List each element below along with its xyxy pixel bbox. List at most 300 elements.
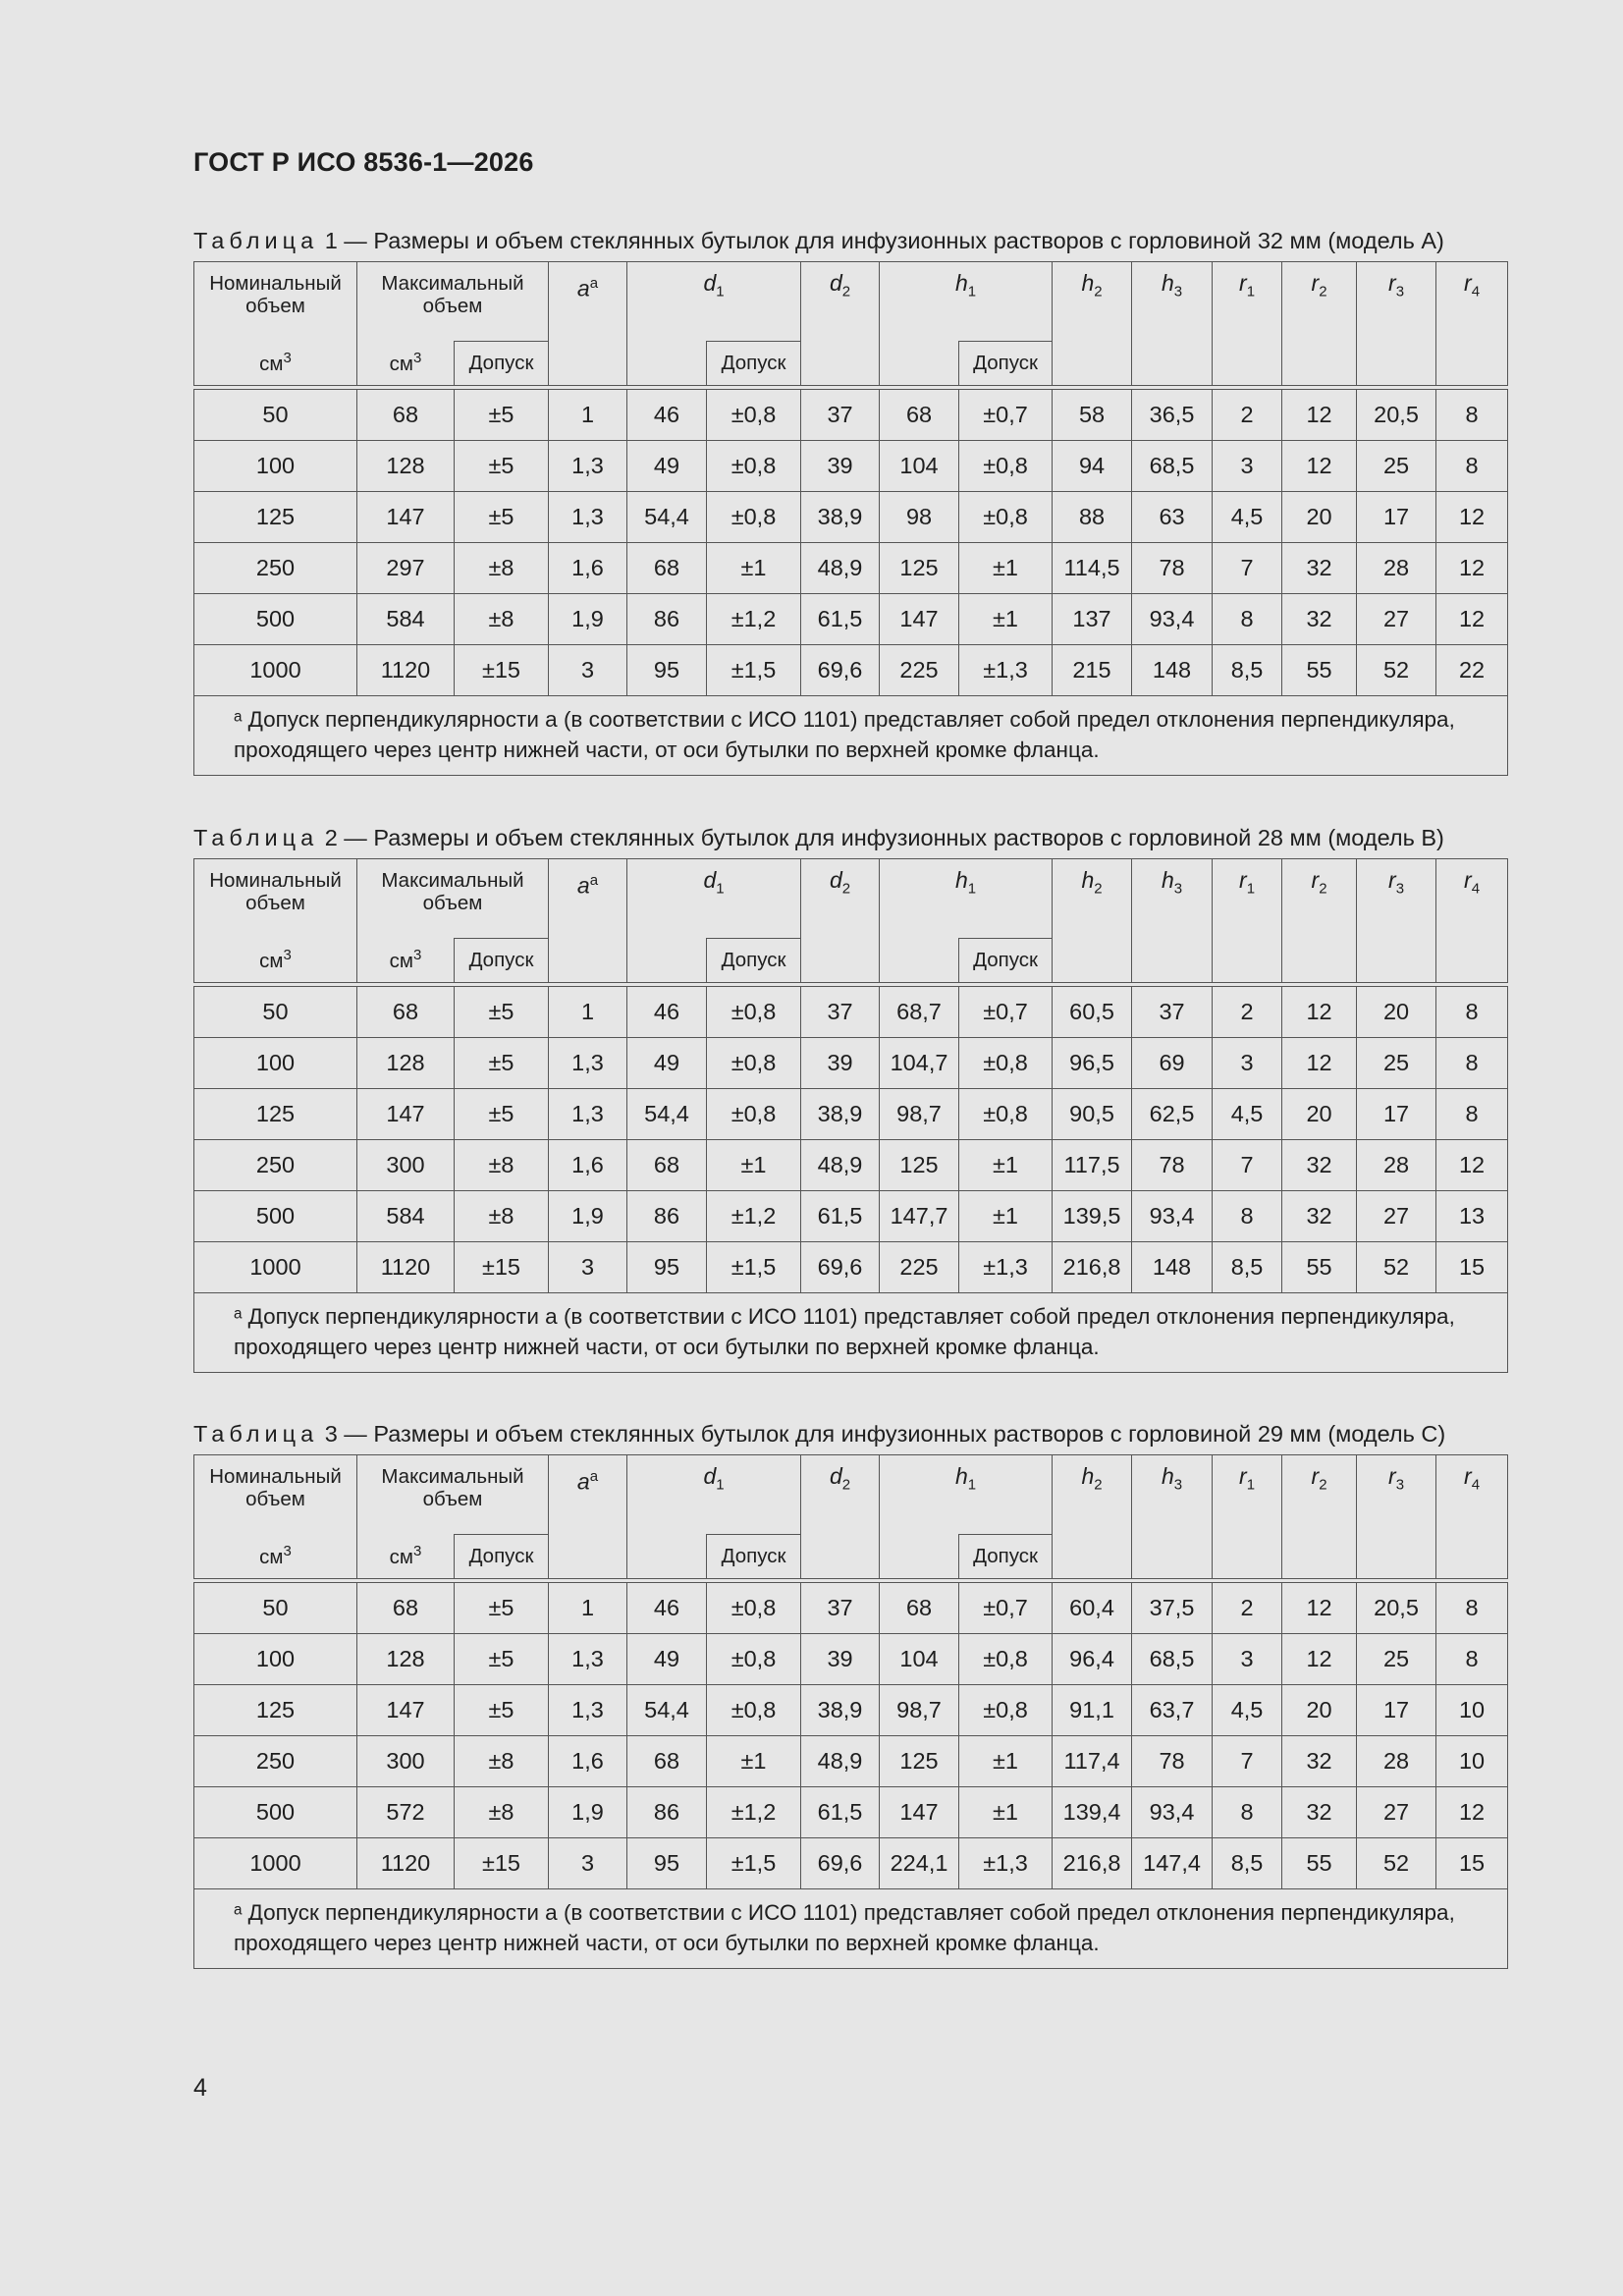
header-d2: $d_2$ — [801, 859, 880, 983]
table-cell: 147,7 — [880, 1191, 959, 1242]
table-cell: 39 — [801, 441, 880, 492]
table-cell: 15 — [1436, 1838, 1508, 1889]
table-cell: 32 — [1282, 1140, 1357, 1191]
table-cell: 7 — [1213, 1736, 1282, 1787]
table-cell: 125 — [880, 543, 959, 594]
table-cell: 215 — [1053, 645, 1132, 696]
table-cell: 20,5 — [1357, 390, 1436, 441]
table-cell: 36,5 — [1132, 390, 1213, 441]
header-r2: $r_2$ — [1282, 262, 1357, 386]
table-title: — Размеры и объем стеклянных бутылок для инфузионных растворов с горловиной 28 мм (модель В) — [337, 825, 1444, 850]
table-cell: 584 — [357, 594, 455, 645]
table-cell: 37 — [801, 1583, 880, 1634]
header-unit-maximal: $см^3$ — [357, 342, 455, 386]
table-cell: ±8 — [455, 1736, 549, 1787]
table-cell: 148 — [1132, 645, 1213, 696]
table-cell: 20 — [1282, 1685, 1357, 1736]
table-cell: 63 — [1132, 492, 1213, 543]
table-cell: 22 — [1436, 645, 1508, 696]
table-cell: 93,4 — [1132, 594, 1213, 645]
table-cell: 8 — [1213, 594, 1282, 645]
table-cell: 500 — [194, 594, 357, 645]
table-cell: 50 — [194, 1583, 357, 1634]
table-cell: 3 — [549, 645, 627, 696]
table-cell: ±8 — [455, 1787, 549, 1838]
table-block-1 — [193, 226, 1507, 776]
table-cell: 128 — [357, 1038, 455, 1089]
table-cell: ±0,8 — [707, 390, 801, 441]
table-cell: ±0,8 — [707, 441, 801, 492]
table-cell: 128 — [357, 1634, 455, 1685]
table-cell: 68,5 — [1132, 441, 1213, 492]
table-cell: 2 — [1213, 987, 1282, 1038]
table-cell: 46 — [627, 987, 707, 1038]
table-cell: 20,5 — [1357, 1583, 1436, 1634]
table-cell: ±1,2 — [707, 594, 801, 645]
table-cell: 61,5 — [801, 594, 880, 645]
table-cell: 52 — [1357, 1838, 1436, 1889]
header-d1-value — [627, 342, 707, 386]
table-number: 1 — [324, 228, 338, 253]
table-cell: 128 — [357, 441, 455, 492]
header-unit-nominal: $см^3$ — [194, 1535, 357, 1579]
header-a: $a^a$ — [549, 262, 627, 386]
table-cell: 224,1 — [880, 1838, 959, 1889]
table-cell: 17 — [1357, 1089, 1436, 1140]
table-cell: 300 — [357, 1140, 455, 1191]
header-h1: $h_1$ — [880, 859, 1053, 939]
table-cell: 27 — [1357, 1787, 1436, 1838]
header-r2: $r_2$ — [1282, 859, 1357, 983]
header-nominal-volume: Номинальный объем — [194, 262, 357, 342]
table-cell: ±5 — [455, 492, 549, 543]
table-cell: 584 — [357, 1191, 455, 1242]
table-cell: 500 — [194, 1787, 357, 1838]
table-cell: 32 — [1282, 1191, 1357, 1242]
table-cell: 38,9 — [801, 1685, 880, 1736]
table-cell: 4,5 — [1213, 1089, 1282, 1140]
table-cell: 52 — [1357, 1242, 1436, 1293]
table-cell: 37 — [801, 390, 880, 441]
table-row — [194, 1140, 1508, 1191]
table-cell: ±5 — [455, 1089, 549, 1140]
table-cell: 69,6 — [801, 1242, 880, 1293]
table-cell: 1000 — [194, 645, 357, 696]
header-tolerance-max: Допуск — [455, 939, 549, 983]
header-d1: $d_1$ — [627, 262, 801, 342]
footnote-text: ᵃ Допуск перпендикулярности a (в соответствии с ИСО 1101) представляет собой предел отклонения перпендикуляра, проходящего через центр нижней части, от оси бутылки по верхней кромке фланца. — [234, 1900, 1455, 1955]
header-h2: $h_2$ — [1053, 1455, 1132, 1579]
table-row — [194, 1089, 1508, 1140]
footnote-text: ᵃ Допуск перпендикулярности a (в соответствии с ИСО 1101) представляет собой предел отклонения перпендикуляра, проходящего через центр нижней части, от оси бутылки по верхней кромке фланца. — [234, 1304, 1455, 1359]
table-cell: 63,7 — [1132, 1685, 1213, 1736]
header-nominal-volume: Номинальный объем — [194, 859, 357, 939]
table-cell: 54,4 — [627, 492, 707, 543]
table-cell: 3 — [549, 1242, 627, 1293]
table-cell: ±15 — [455, 1838, 549, 1889]
table-cell: 50 — [194, 987, 357, 1038]
footnote-row — [194, 696, 1508, 776]
table-cell: 46 — [627, 390, 707, 441]
table-cell: 250 — [194, 1736, 357, 1787]
table-cell: 86 — [627, 594, 707, 645]
table-cell: ±5 — [455, 1634, 549, 1685]
table-cell: 55 — [1282, 1838, 1357, 1889]
table-cell: 12 — [1436, 1787, 1508, 1838]
table-cell: 3 — [1213, 441, 1282, 492]
table-label: Таблица — [193, 825, 319, 850]
table-row — [194, 1191, 1508, 1242]
header-h1: $h_1$ — [880, 1455, 1053, 1535]
table-cell: 12 — [1436, 492, 1508, 543]
table-cell: 96,4 — [1053, 1634, 1132, 1685]
table-cell: 90,5 — [1053, 1089, 1132, 1140]
table-cell: 3 — [549, 1838, 627, 1889]
table-cell: 38,9 — [801, 1089, 880, 1140]
table-cell: 100 — [194, 441, 357, 492]
table-cell: 10 — [1436, 1736, 1508, 1787]
table-cell: 7 — [1213, 1140, 1282, 1191]
table-row — [194, 492, 1508, 543]
table-cell: 68 — [357, 1583, 455, 1634]
table-cell: ±1,5 — [707, 645, 801, 696]
header-nominal-volume: Номинальный объем — [194, 1455, 357, 1535]
table-row — [194, 1736, 1508, 1787]
header-d2: $d_2$ — [801, 1455, 880, 1579]
table-cell: 1,3 — [549, 1089, 627, 1140]
table-cell: 86 — [627, 1191, 707, 1242]
table-cell: ±1 — [959, 1787, 1053, 1838]
table-cell: 25 — [1357, 1038, 1436, 1089]
table-cell: ±1,3 — [959, 1838, 1053, 1889]
table-cell: 147 — [357, 492, 455, 543]
table-cell: 1,6 — [549, 1736, 627, 1787]
table-cell: ±1,3 — [959, 1242, 1053, 1293]
table-cell: ±1,5 — [707, 1242, 801, 1293]
table-cell: 1120 — [357, 1838, 455, 1889]
table-cell: 1,3 — [549, 1685, 627, 1736]
header-r1: $r_1$ — [1213, 1455, 1282, 1579]
table-cell: 54,4 — [627, 1685, 707, 1736]
table-cell: 95 — [627, 1838, 707, 1889]
table-row — [194, 645, 1508, 696]
table-row — [194, 1583, 1508, 1634]
table-block-3 — [193, 1419, 1507, 1969]
table-cell: 100 — [194, 1038, 357, 1089]
header-d1: $d_1$ — [627, 1455, 801, 1535]
table-cell: 58 — [1053, 390, 1132, 441]
table-cell: 48,9 — [801, 1140, 880, 1191]
table-cell: 78 — [1132, 1140, 1213, 1191]
table-cell: ±1 — [959, 594, 1053, 645]
table-cell: 300 — [357, 1736, 455, 1787]
table-cell: 68,7 — [880, 987, 959, 1038]
table-row — [194, 594, 1508, 645]
table-body — [194, 1583, 1508, 1969]
table-cell: 49 — [627, 441, 707, 492]
table-title: — Размеры и объем стеклянных бутылок для инфузионных растворов с горловиной 32 мм (модель А) — [337, 228, 1444, 253]
header-r2: $r_2$ — [1282, 1455, 1357, 1579]
header-r4: $r_4$ — [1436, 1455, 1508, 1579]
table-cell: 1,9 — [549, 1191, 627, 1242]
table-cell: 68 — [880, 1583, 959, 1634]
table-row — [194, 441, 1508, 492]
table-cell: 125 — [880, 1140, 959, 1191]
table-cell: 95 — [627, 1242, 707, 1293]
table-cell: 1,6 — [549, 1140, 627, 1191]
header-d1: $d_1$ — [627, 859, 801, 939]
header-tolerance-h1: Допуск — [959, 342, 1053, 386]
table-cell: ±5 — [455, 1038, 549, 1089]
table-cell: 54,4 — [627, 1089, 707, 1140]
header-h3: $h_3$ — [1132, 859, 1213, 983]
table-cell: 25 — [1357, 441, 1436, 492]
header-r3: $r_3$ — [1357, 1455, 1436, 1579]
table-cell: 500 — [194, 1191, 357, 1242]
table-cell: 27 — [1357, 594, 1436, 645]
table-cell: 93,4 — [1132, 1191, 1213, 1242]
table-cell: ±0,8 — [707, 1685, 801, 1736]
table-body — [194, 987, 1508, 1373]
table-cell: 49 — [627, 1634, 707, 1685]
footnote-row — [194, 1293, 1508, 1373]
table-cell: 8 — [1213, 1191, 1282, 1242]
header-r1: $r_1$ — [1213, 859, 1282, 983]
table-row — [194, 1634, 1508, 1685]
header-r4: $r_4$ — [1436, 262, 1508, 386]
header-unit-nominal: $см^3$ — [194, 342, 357, 386]
header-d1-value — [627, 1535, 707, 1579]
table-cell: 114,5 — [1053, 543, 1132, 594]
table-cell: 8 — [1436, 1089, 1508, 1140]
table-cell: 216,8 — [1053, 1242, 1132, 1293]
table-cell: ±15 — [455, 1242, 549, 1293]
table-cell: 61,5 — [801, 1191, 880, 1242]
table-cell: 61,5 — [801, 1787, 880, 1838]
table-row — [194, 987, 1508, 1038]
table-cell: 8 — [1436, 1634, 1508, 1685]
table-cell: 17 — [1357, 492, 1436, 543]
table-cell: 12 — [1282, 1583, 1357, 1634]
table-cell: 147,4 — [1132, 1838, 1213, 1889]
table-cell: 8,5 — [1213, 1838, 1282, 1889]
table-cell: 1,9 — [549, 1787, 627, 1838]
table-cell: 1000 — [194, 1242, 357, 1293]
table-cell: 139,4 — [1053, 1787, 1132, 1838]
table-cell: 50 — [194, 390, 357, 441]
table-cell: 95 — [627, 645, 707, 696]
table-cell: 32 — [1282, 1736, 1357, 1787]
table-cell: 8 — [1436, 1583, 1508, 1634]
table-cell: 8 — [1436, 987, 1508, 1038]
table-cell: 12 — [1436, 1140, 1508, 1191]
header-d1-value — [627, 939, 707, 983]
table-cell: ±0,8 — [707, 987, 801, 1038]
table-cell: ±0,8 — [959, 1038, 1053, 1089]
table-cell: 86 — [627, 1787, 707, 1838]
table-title: — Размеры и объем стеклянных бутылок для инфузионных растворов с горловиной 29 мм (модель С) — [337, 1421, 1446, 1447]
table-cell: ±1 — [707, 1140, 801, 1191]
header-tolerance-d1: Допуск — [707, 1535, 801, 1579]
header-h2: $h_2$ — [1053, 262, 1132, 386]
table-cell: 148 — [1132, 1242, 1213, 1293]
table-cell: ±8 — [455, 1191, 549, 1242]
table-cell: ±0,8 — [959, 1685, 1053, 1736]
dimensions-table — [193, 858, 1508, 1373]
table-cell: 28 — [1357, 1736, 1436, 1787]
table-cell: ±1 — [959, 543, 1053, 594]
table-cell: 91,1 — [1053, 1685, 1132, 1736]
table-cell: ±8 — [455, 543, 549, 594]
table-cell: 55 — [1282, 1242, 1357, 1293]
table-cell: 15 — [1436, 1242, 1508, 1293]
table-cell: 125 — [194, 1685, 357, 1736]
header-d2: $d_2$ — [801, 262, 880, 386]
table-cell: 25 — [1357, 1634, 1436, 1685]
table-cell: 69,6 — [801, 1838, 880, 1889]
table-cell: 68 — [627, 543, 707, 594]
table-cell: ±0,8 — [959, 1089, 1053, 1140]
table-cell: 37 — [1132, 987, 1213, 1038]
page-number: 4 — [193, 2074, 207, 2102]
table-cell: 93,4 — [1132, 1787, 1213, 1838]
table-cell: 28 — [1357, 1140, 1436, 1191]
table-cell: 96,5 — [1053, 1038, 1132, 1089]
table-cell: ±0,7 — [959, 1583, 1053, 1634]
table-cell: 88 — [1053, 492, 1132, 543]
table-cell: ±8 — [455, 594, 549, 645]
table-cell: 250 — [194, 543, 357, 594]
table-cell: 3 — [1213, 1038, 1282, 1089]
table-cell: 147 — [880, 1787, 959, 1838]
table-cell: ±1 — [959, 1191, 1053, 1242]
footnote — [194, 1293, 1508, 1373]
table-cell: 32 — [1282, 594, 1357, 645]
table-cell: 7 — [1213, 543, 1282, 594]
table-cell: 68,5 — [1132, 1634, 1213, 1685]
table-cell: 98,7 — [880, 1089, 959, 1140]
table-cell: 117,5 — [1053, 1140, 1132, 1191]
table-cell: 147 — [357, 1685, 455, 1736]
table-cell: 1,3 — [549, 1038, 627, 1089]
table-cell: 125 — [880, 1736, 959, 1787]
table-cell: 49 — [627, 1038, 707, 1089]
header-h3: $h_3$ — [1132, 1455, 1213, 1579]
table-cell: 12 — [1282, 987, 1357, 1038]
table-cell: 46 — [627, 1583, 707, 1634]
table-cell: 68 — [627, 1140, 707, 1191]
table-cell: ±8 — [455, 1140, 549, 1191]
header-r3: $r_3$ — [1357, 859, 1436, 983]
table-cell: 8 — [1213, 1787, 1282, 1838]
table-cell: 1,3 — [549, 1634, 627, 1685]
header-r4: $r_4$ — [1436, 859, 1508, 983]
table-cell: 104 — [880, 441, 959, 492]
table-cell: 1,6 — [549, 543, 627, 594]
table-cell: ±5 — [455, 987, 549, 1038]
table-cell: 62,5 — [1132, 1089, 1213, 1140]
table-row — [194, 1787, 1508, 1838]
table-cell: 117,4 — [1053, 1736, 1132, 1787]
table-cell: 3 — [1213, 1634, 1282, 1685]
table-cell: 28 — [1357, 543, 1436, 594]
table-cell: 8,5 — [1213, 645, 1282, 696]
table-cell: 68 — [357, 987, 455, 1038]
table-cell: ±15 — [455, 645, 549, 696]
footnote-text: ᵃ Допуск перпендикулярности a (в соответствии с ИСО 1101) представляет собой предел отклонения перпендикуляра, проходящего через центр нижней части, от оси бутылки по верхней кромке фланца. — [234, 707, 1455, 762]
table-cell: 69,6 — [801, 645, 880, 696]
header-h3: $h_3$ — [1132, 262, 1213, 386]
table-cell: ±0,8 — [707, 492, 801, 543]
document-code: ГОСТ Р ИСО 8536-1—2026 — [193, 147, 534, 177]
table-cell: 48,9 — [801, 543, 880, 594]
table-cell: 17 — [1357, 1685, 1436, 1736]
footnote — [194, 1889, 1508, 1969]
table-cell: 8 — [1436, 1038, 1508, 1089]
table-cell: 13 — [1436, 1191, 1508, 1242]
table-cell: 1,3 — [549, 492, 627, 543]
table-caption — [193, 823, 1507, 858]
table-cell: 125 — [194, 492, 357, 543]
table-cell: 39 — [801, 1634, 880, 1685]
dimensions-table — [193, 1454, 1508, 1969]
table-cell: 68 — [627, 1736, 707, 1787]
table-cell: ±1 — [959, 1736, 1053, 1787]
table-cell: 12 — [1282, 441, 1357, 492]
table-cell: 20 — [1357, 987, 1436, 1038]
table-cell: 8 — [1436, 441, 1508, 492]
table-cell: 139,5 — [1053, 1191, 1132, 1242]
table-cell: 147 — [880, 594, 959, 645]
table-label: Таблица — [193, 228, 319, 253]
table-cell: 1120 — [357, 1242, 455, 1293]
table-cell: 1000 — [194, 1838, 357, 1889]
table-cell: 69 — [1132, 1038, 1213, 1089]
table-row — [194, 1685, 1508, 1736]
header-a: $a^a$ — [549, 859, 627, 983]
table-cell: 32 — [1282, 1787, 1357, 1838]
table-cell: 55 — [1282, 645, 1357, 696]
table-row — [194, 1242, 1508, 1293]
table-cell: 20 — [1282, 1089, 1357, 1140]
table-cell: 20 — [1282, 492, 1357, 543]
header-unit-maximal: $см^3$ — [357, 1535, 455, 1579]
table-caption — [193, 1419, 1507, 1454]
header-tolerance-d1: Допуск — [707, 939, 801, 983]
header-tolerance-max: Допуск — [455, 342, 549, 386]
table-cell: ±0,8 — [959, 1634, 1053, 1685]
table-cell: ±0,8 — [707, 1089, 801, 1140]
table-cell: 1 — [549, 987, 627, 1038]
header-r3: $r_3$ — [1357, 262, 1436, 386]
table-cell: 8,5 — [1213, 1242, 1282, 1293]
table-row — [194, 1038, 1508, 1089]
table-cell: 100 — [194, 1634, 357, 1685]
table-cell: 60,4 — [1053, 1583, 1132, 1634]
table-cell: 38,9 — [801, 492, 880, 543]
table-cell: ±5 — [455, 390, 549, 441]
header-h2: $h_2$ — [1053, 859, 1132, 983]
table-cell: 225 — [880, 645, 959, 696]
table-cell: 37,5 — [1132, 1583, 1213, 1634]
table-cell: ±0,8 — [707, 1634, 801, 1685]
table-row — [194, 543, 1508, 594]
table-cell: ±0,8 — [959, 441, 1053, 492]
table-cell: 147 — [357, 1089, 455, 1140]
table-cell: ±0,8 — [707, 1038, 801, 1089]
table-cell: ±1 — [707, 1736, 801, 1787]
table-cell: 98 — [880, 492, 959, 543]
